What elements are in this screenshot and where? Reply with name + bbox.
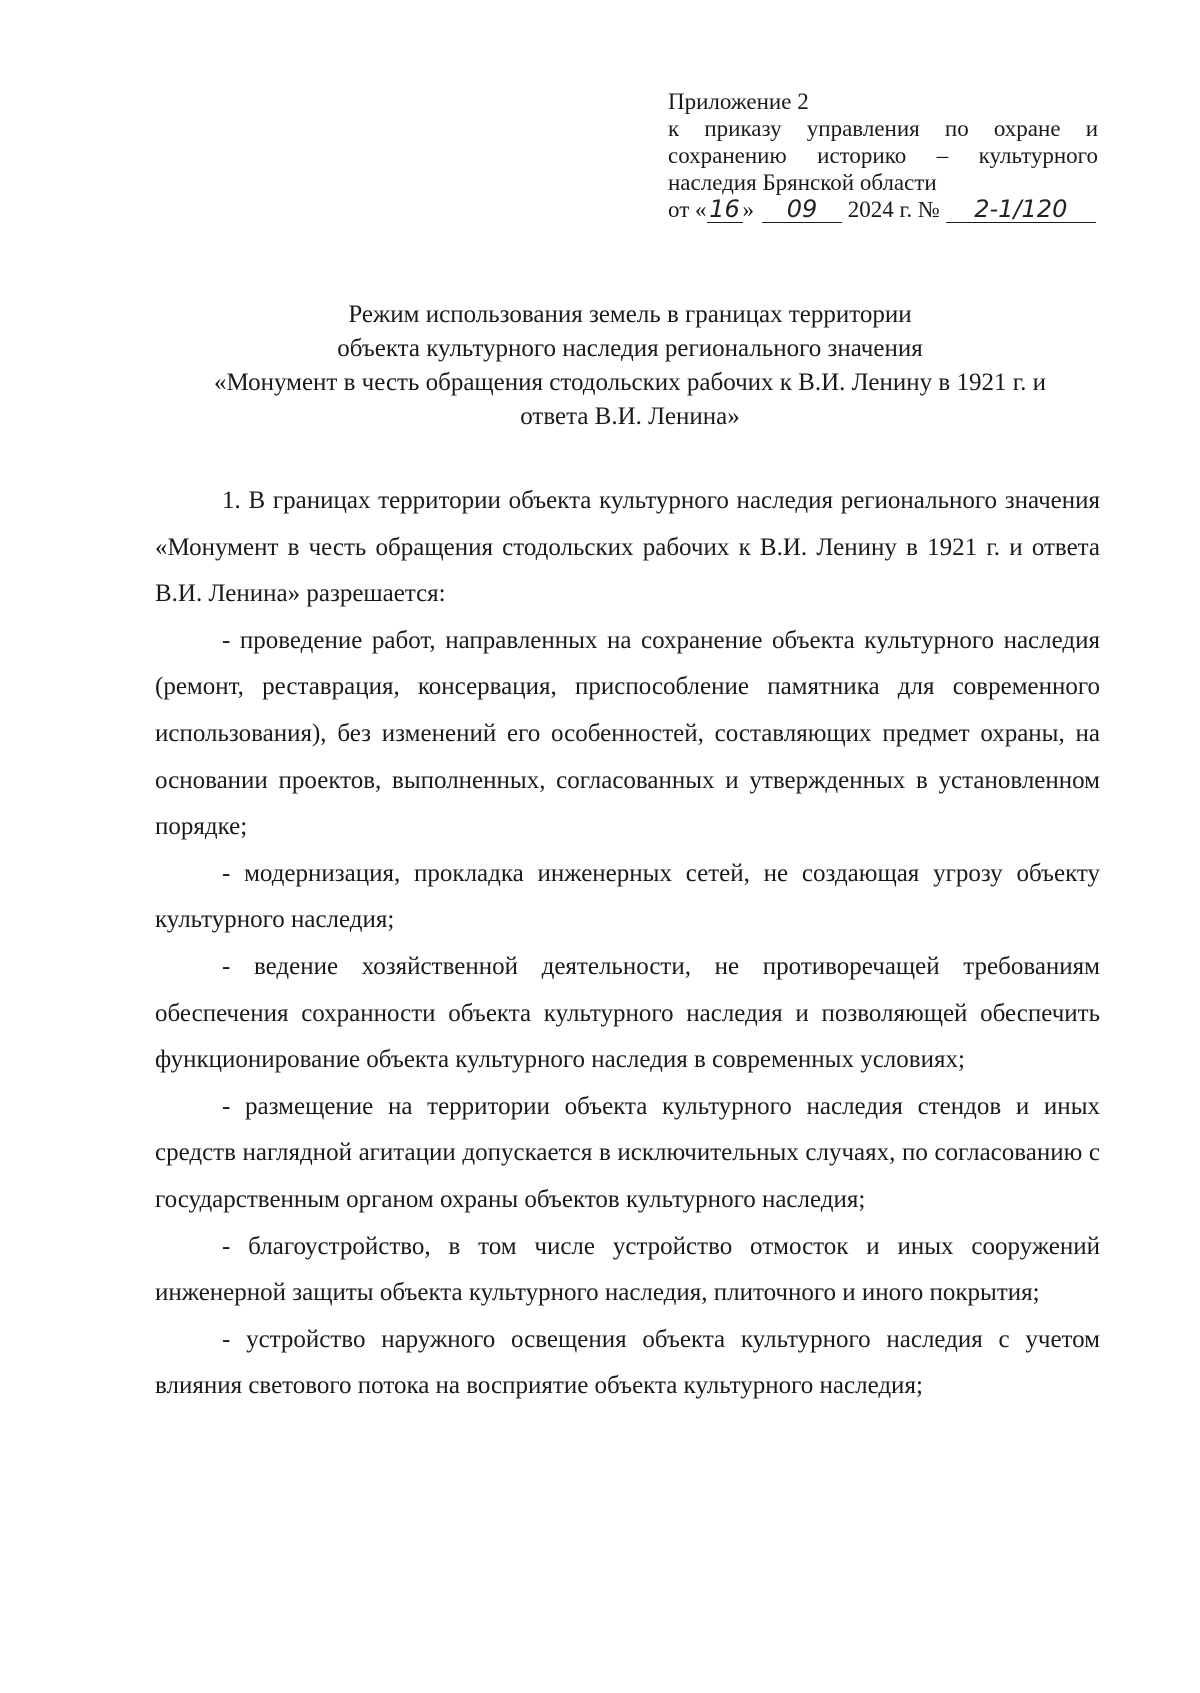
paragraph-5: - размещение на территории объекта культурного наследия стендов и иных средств наглядной агитации допускается в исключительных случаях, по согласованию с государственным органом охраны объектов культурного наследия; — [155, 1092, 1100, 1213]
paragraph-3: - модернизация, прокладка инженерных сетей, не создающая угрозу объекту культурного наследия; — [155, 859, 1100, 934]
handwritten-month: 09 — [762, 196, 842, 223]
date-year: 2024 г. № — [847, 197, 940, 222]
handwritten-order-number: 2-1/120 — [946, 196, 1096, 223]
appendix-header — [668, 88, 1098, 223]
handwritten-day: 16 — [707, 196, 743, 223]
paragraph-2: - проведение работ, направленных на сохранение объекта культурного наследия (ремонт, реставрация, консервация, приспособление памятника для современного использования), без изменений его особенностей, составляющих предмет охраны, на основании проектов, выполненных, согласованных и утвержденных в установленном порядке; — [155, 626, 1100, 841]
paragraph-4: - ведение хозяйственной деятельности, не противоречащей требованиям обеспечения сохранности объекта культурного наследия и позволяющей обеспечить функционирование объекта культурного наследия в современных условиях; — [155, 952, 1100, 1074]
paragraph-7: - устройство наружного освещения объекта культурного наследия с учетом влияния светового потока на восприятие объекта культурного наследия; — [155, 1325, 1100, 1400]
appendix-region: наследия Брянской области — [668, 170, 937, 195]
appendix-order-ref-cont: сохранению историко – культурного — [668, 143, 1098, 168]
document-body — [155, 478, 1100, 1410]
date-mid: » — [742, 197, 754, 222]
title-line-3: «Монумент в честь обращения стодольских рабочих к В.И. Ленину в 1921 г. и — [213, 369, 1047, 396]
appendix-date-line — [668, 196, 1098, 223]
title-line-1: Режим использования земель в границах территории — [348, 301, 912, 328]
paragraph-1: 1. В границах территории объекта культурного наследия регионального значения «Монумент в честь обращения стодольских рабочих к В.И. Ленину в 1921 г. и ответа В.И. Ленина» разрешается: — [155, 487, 1100, 608]
title-line-4: ответа В.И. Ленина» — [520, 403, 740, 430]
title-line-2: объекта культурного наследия регионального значения — [337, 335, 923, 362]
document-title — [130, 298, 1130, 434]
date-prefix: от « — [668, 197, 707, 222]
appendix-order-ref: к приказу управления по охране и — [668, 116, 1098, 141]
paragraph-6: - благоустройство, в том числе устройство отмосток и иных сооружений инженерной защиты объекта культурного наследия, плиточного и иного покрытия; — [155, 1232, 1100, 1307]
appendix-title: Приложение 2 — [668, 89, 809, 114]
